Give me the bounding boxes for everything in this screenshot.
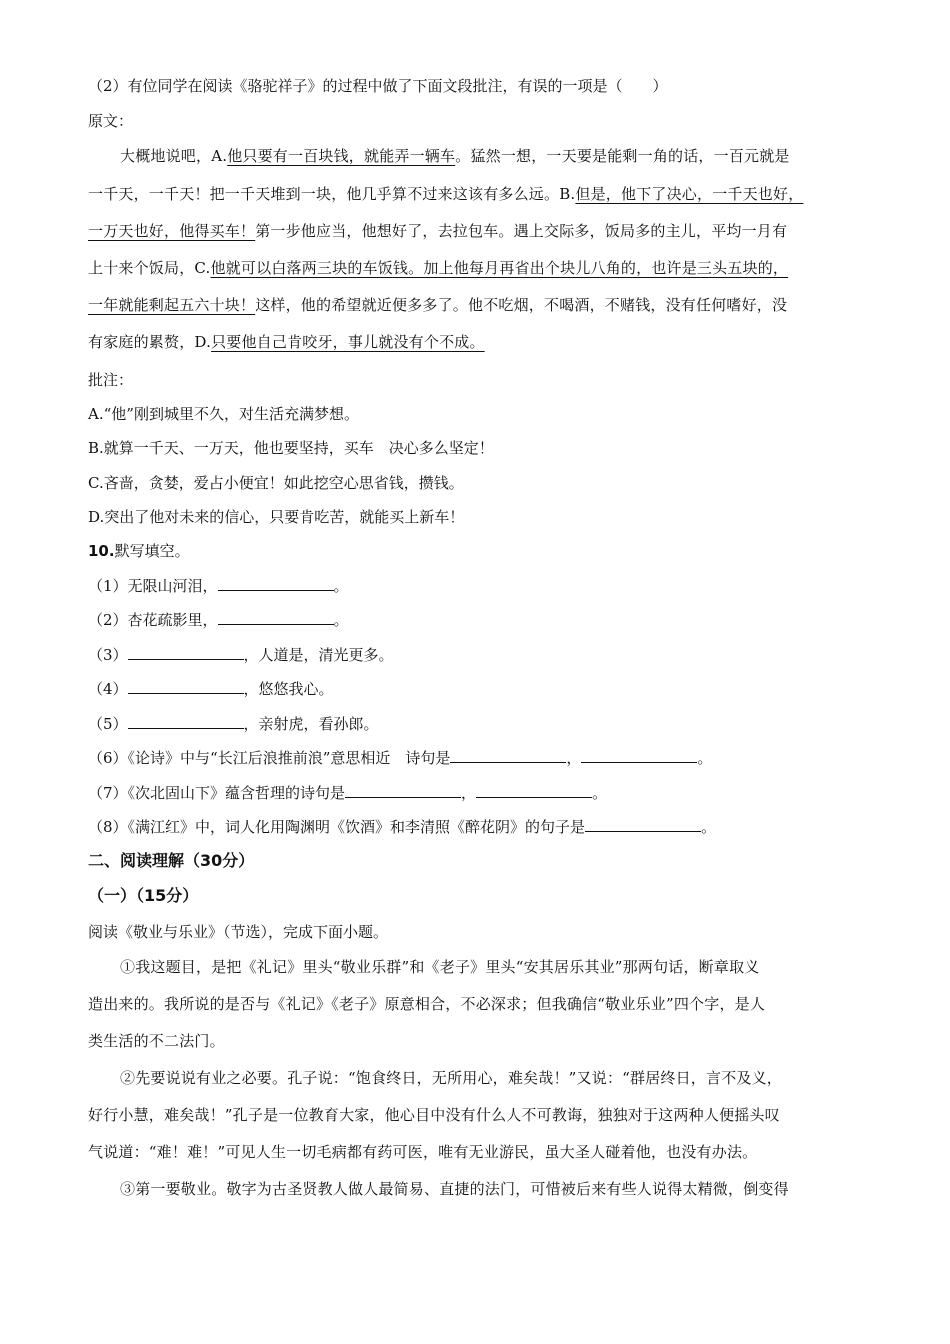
question-title: 默写填空。 bbox=[114, 542, 190, 560]
item-text: （5） bbox=[88, 715, 128, 733]
paragraph-3-line-1: ③第一要敬业。敬字为古圣贤教人做人最简易、直捷的法门，可惜被后来有些人说得太精微，倒变得 bbox=[120, 1180, 789, 1198]
question-number: 10. bbox=[88, 542, 115, 560]
fill-item-7 bbox=[88, 783, 607, 803]
item-text: 。 bbox=[592, 784, 608, 802]
passage-line-5 bbox=[88, 295, 787, 315]
answer-blank[interactable] bbox=[581, 748, 697, 763]
passage-text: 这样，他的希望就近便多多了。他不吃烟，不喝酒，不赌钱，没有任何嗜好，没 bbox=[255, 296, 788, 314]
underlined-sentence-c: 他就可以白落两三块的车饭钱。加上他每月再省出个块儿八角的，也许是三头五块的， bbox=[210, 259, 789, 277]
underlined-sentence-d: 只要他自己肯咬牙，事儿就没有个不成。 bbox=[211, 333, 485, 351]
fill-item-2 bbox=[88, 610, 349, 630]
paragraph-2-line-3: 气说道：“难！难！”可见人生一切毛病都有药可医，唯有无业游民，虽大圣人碰着他，也没有办法。 bbox=[88, 1143, 758, 1161]
fill-item-6 bbox=[88, 748, 712, 768]
answer-blank[interactable] bbox=[585, 817, 701, 832]
passage-line-4 bbox=[88, 258, 788, 278]
passage-line-2 bbox=[88, 184, 803, 204]
paragraph-1-line-3: 类生活的不二法门。 bbox=[88, 1032, 225, 1050]
underlined-sentence-b: 但是，他下了决心，一千天也好， bbox=[575, 185, 804, 203]
q9-2-stem: （2）有位同学在阅读《骆驼祥子》的过程中做了下面文段批注，有误的一项是（ ） bbox=[88, 77, 668, 95]
answer-blank[interactable] bbox=[476, 783, 592, 798]
note-option-b: B.就算一千天、一万天，他也要坚持，买车 决心多么坚定！ bbox=[88, 439, 494, 457]
item-text: （6）《论诗》中与“长江后浪推前浪”意思相近 诗句是 bbox=[88, 749, 451, 767]
notes-label: 批注： bbox=[88, 371, 134, 389]
original-text-label: 原文： bbox=[88, 112, 134, 130]
paragraph-2-line-2: 好行小慧，难矣哉！”孔子是一位教育大家，他心目中没有什么人不可教诲，独独对于这两种人便摇头叹 bbox=[88, 1106, 780, 1124]
note-option-c: C.吝啬，贪婪，爱占小便宜！如此挖空心思省钱，攒钱。 bbox=[88, 474, 464, 492]
fill-item-8 bbox=[88, 817, 716, 837]
passage-text: 一千天，一千天！把一千天堆到一块，他几乎算不过来这该有多么远。B. bbox=[88, 185, 576, 203]
passage-text: 上十来个饭局，C. bbox=[88, 259, 211, 277]
underlined-sentence-b-cont: 一万天也好，他得买车！ bbox=[88, 222, 256, 240]
answer-blank[interactable] bbox=[450, 748, 566, 763]
fill-item-4 bbox=[88, 679, 334, 699]
item-text: ，悠悠我心。 bbox=[243, 680, 334, 698]
passage-line-6 bbox=[88, 332, 485, 352]
passage-text: 第一步他应当，他想好了，去拉包车。遇上交际多，饭局多的主儿，平均一月有 bbox=[255, 222, 788, 240]
paragraph-1-line-2: 造出来的。我所说的是否与《礼记》《老子》原意相合，不必深求；但我确信“敬业乐业”四个字，是人 bbox=[88, 995, 766, 1013]
item-text: 。 bbox=[333, 577, 349, 595]
answer-blank[interactable] bbox=[128, 714, 244, 729]
paragraph-2-line-1: ②先要说说有业之必要。孔子说：“饱食终日，无所用心，难矣哉！”又说：“群居终日，言不及义， bbox=[120, 1069, 783, 1087]
item-text: ，人道是，清光更多。 bbox=[243, 646, 394, 664]
item-text: （1）无限山河泪， bbox=[88, 577, 218, 595]
fill-item-3 bbox=[88, 645, 394, 665]
item-text: ， bbox=[566, 749, 582, 767]
answer-blank[interactable] bbox=[128, 679, 244, 694]
underlined-sentence-c-cont: 一年就能剩起五六十块！ bbox=[88, 296, 256, 314]
note-option-d: D.突出了他对未来的信心，只要肯吃苦，就能买上新车！ bbox=[88, 508, 465, 526]
note-option-a: A.“他”刚到城里不久，对生活充满梦想。 bbox=[88, 405, 359, 423]
item-text: （8）《满江红》中，词人化用陶渊明《饮酒》和李清照《醉花阴》的句子是 bbox=[88, 818, 586, 836]
item-text: 。 bbox=[701, 818, 717, 836]
answer-blank[interactable] bbox=[128, 645, 244, 660]
underlined-sentence-a: 他只要有一百块钱，就能弄一辆车 bbox=[227, 147, 456, 165]
passage-text: 大概地说吧，A. bbox=[120, 147, 228, 165]
answer-blank[interactable] bbox=[345, 783, 461, 798]
item-text: 。 bbox=[333, 611, 349, 629]
fill-item-5 bbox=[88, 714, 379, 734]
passage-text: 有家庭的累赘，D. bbox=[88, 333, 212, 351]
item-text: （4） bbox=[88, 680, 128, 698]
fill-item-1 bbox=[88, 576, 349, 596]
passage-text: 。猛然一想，一天要是能剩一角的话，一百元就是 bbox=[455, 147, 790, 165]
item-text: 。 bbox=[697, 749, 713, 767]
item-text: ，亲射虎，看孙郎。 bbox=[243, 715, 379, 733]
item-text: ， bbox=[461, 784, 477, 802]
item-text: （2）杏花疏影里， bbox=[88, 611, 218, 629]
section-2-subtitle: （一）（15分） bbox=[88, 886, 199, 905]
paragraph-1-line-1: ①我这题目，是把《礼记》里头“敬业乐群”和《老子》里头“安其居乐其业”那两句话，断章取义 bbox=[120, 958, 760, 976]
item-text: （7）《次北固山下》蕴含哲理的诗句是 bbox=[88, 784, 346, 802]
reading-intro: 阅读《敬业与乐业》（节选），完成下面小题。 bbox=[88, 923, 389, 941]
q10-heading bbox=[88, 541, 190, 561]
answer-blank[interactable] bbox=[218, 576, 334, 591]
passage-line-3 bbox=[88, 221, 787, 241]
item-text: （3） bbox=[88, 646, 128, 664]
section-2-title: 二、阅读理解（30分） bbox=[88, 851, 255, 870]
passage-line-1 bbox=[120, 146, 790, 166]
answer-blank[interactable] bbox=[218, 610, 334, 625]
